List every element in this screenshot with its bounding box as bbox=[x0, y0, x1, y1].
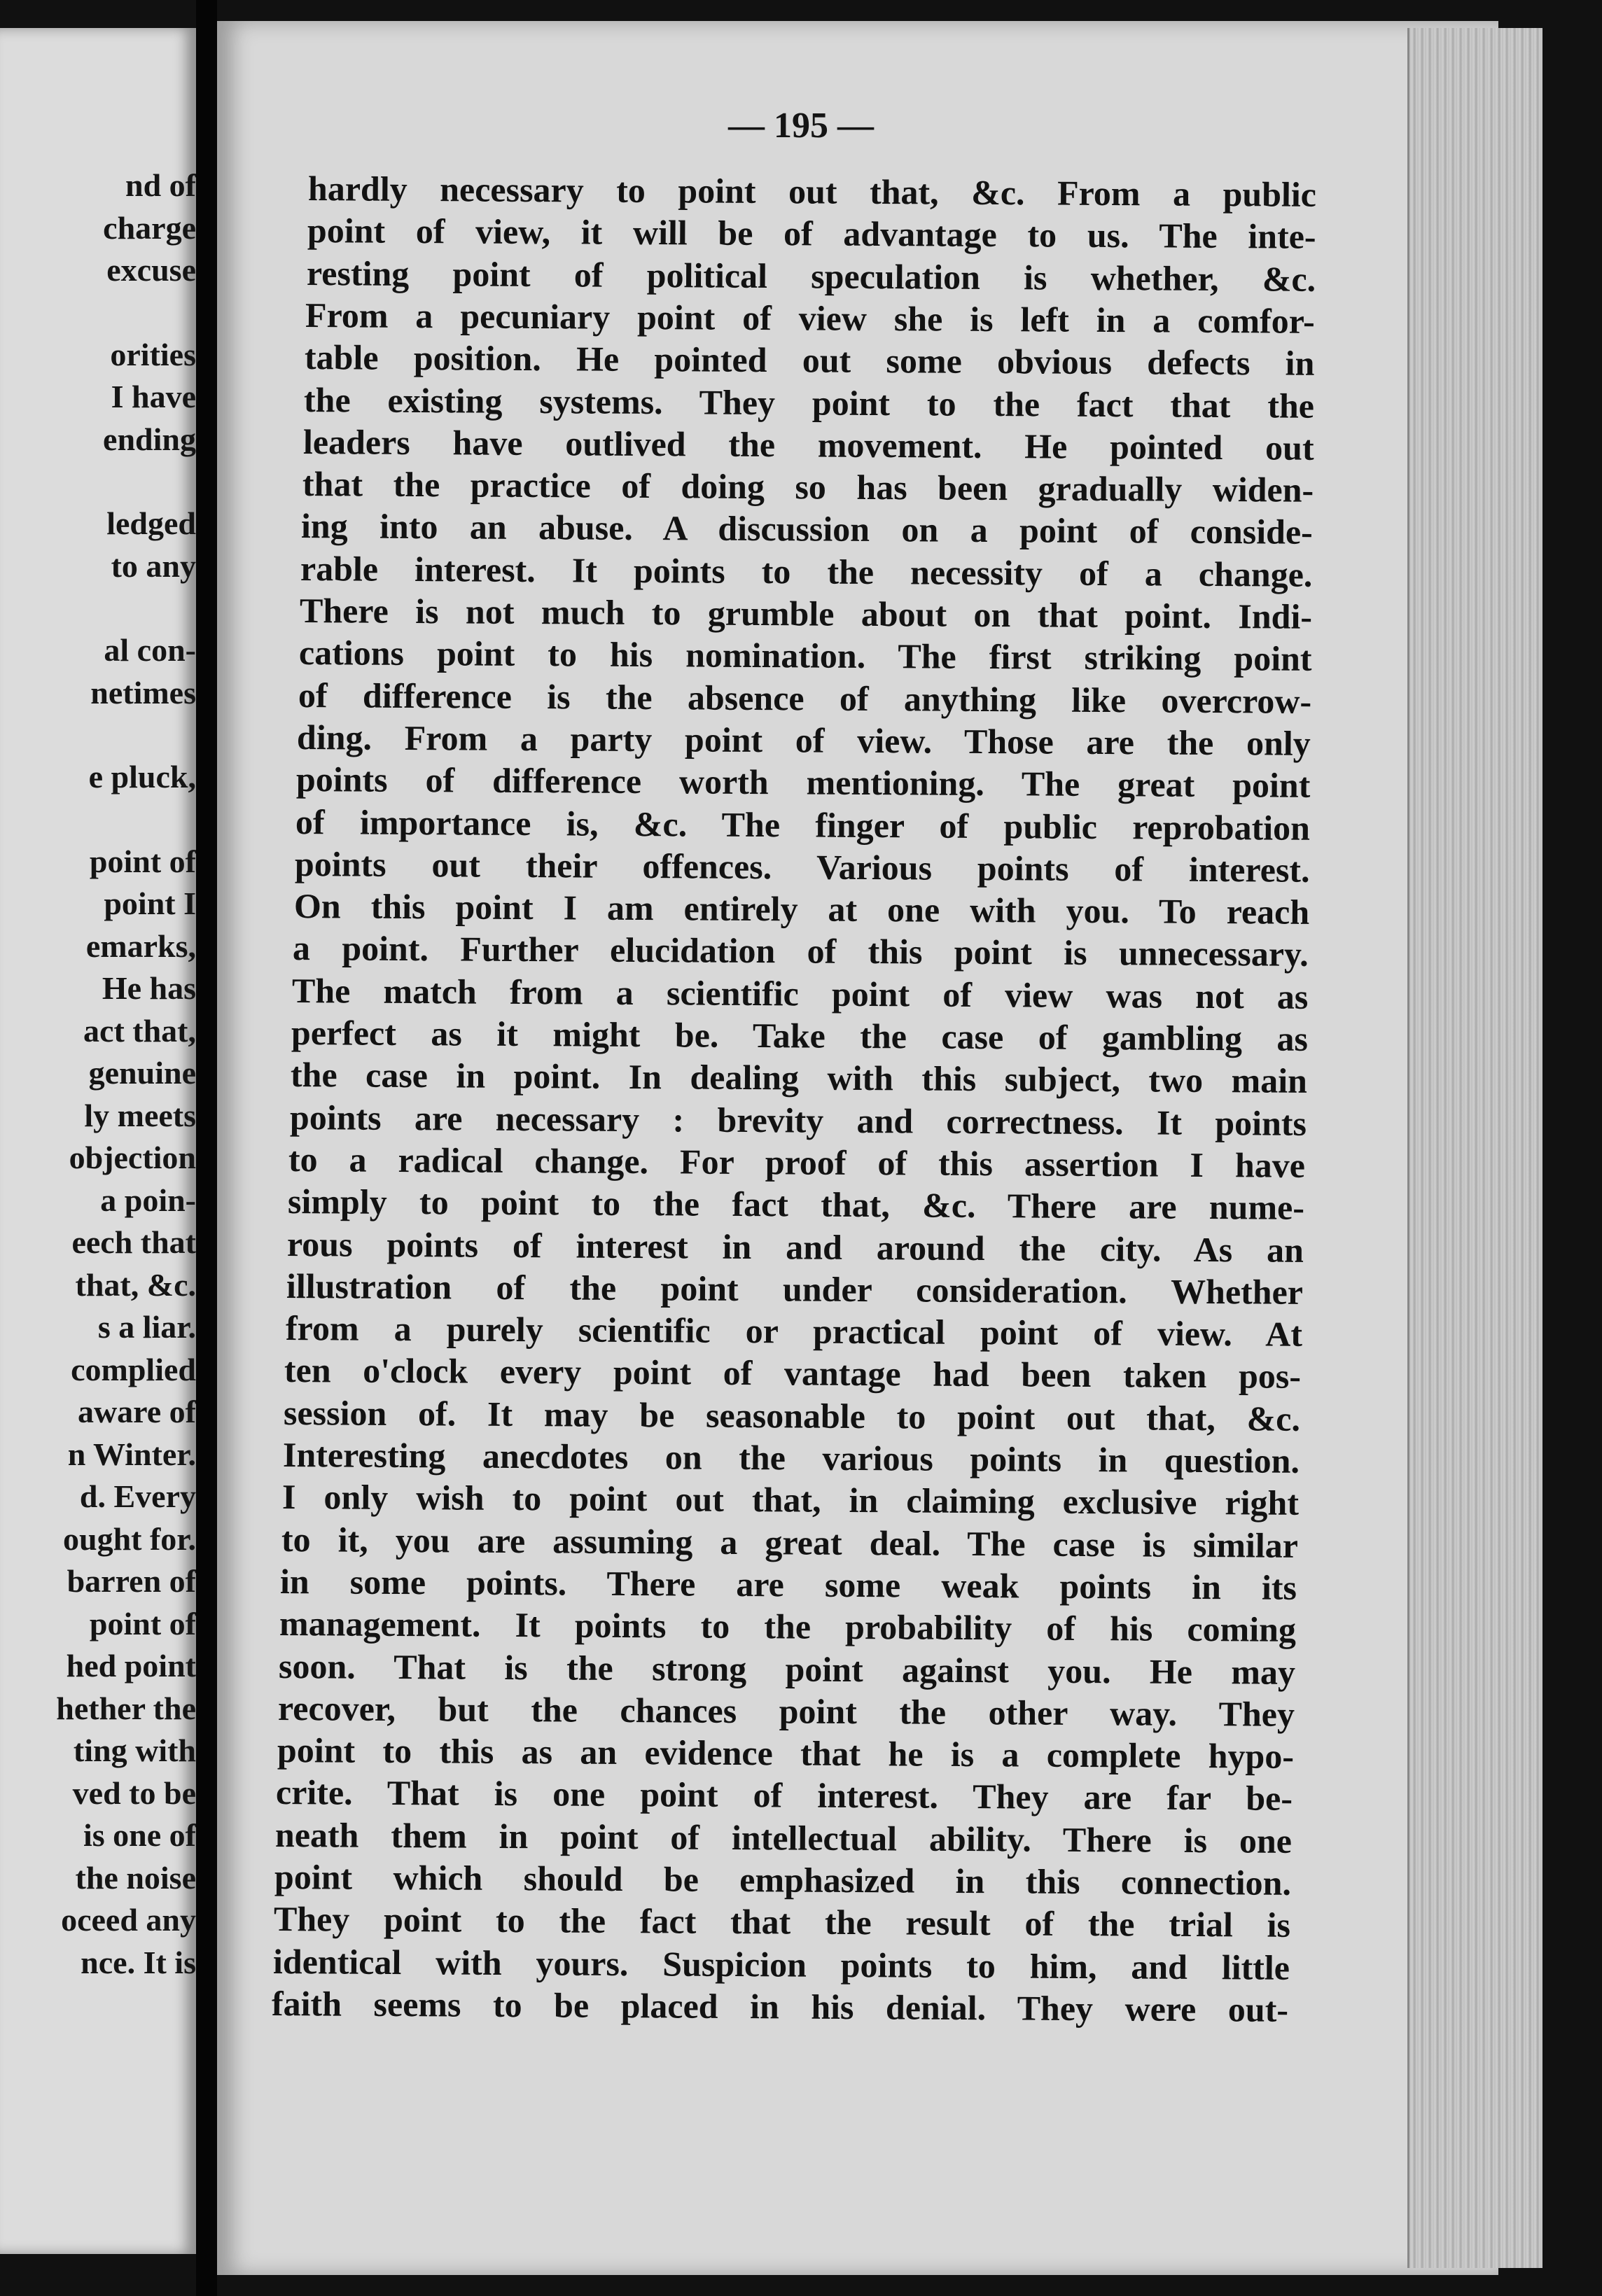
body-line: management. It points to the probability of his coming bbox=[279, 1604, 1297, 1650]
body-line: cations point to his nomination. The first striking point bbox=[298, 633, 1312, 679]
left-page-line: the noise bbox=[75, 1859, 196, 1896]
left-page-line: e pluck, bbox=[88, 759, 196, 794]
body-line: faith seems to be placed in his denial. They were out- bbox=[272, 1983, 1289, 2029]
left-page-line: hed point bbox=[66, 1648, 196, 1684]
body-line: of importance is, &c. The finger of public reprobation bbox=[295, 802, 1311, 848]
body-line: neath them in point of intellectual ability. There is one bbox=[275, 1814, 1293, 1861]
body-line: ten o'clock every point of vantage had been taken pos- bbox=[284, 1350, 1302, 1396]
left-page-line: charge bbox=[103, 209, 196, 246]
body-line: On this point I am entirely at one with you. To reach bbox=[293, 886, 1309, 932]
left-page-line: ting with bbox=[73, 1732, 196, 1768]
body-line: They point to the fact that the result of the trial is bbox=[273, 1899, 1290, 1945]
left-page-line: n Winter. bbox=[67, 1436, 196, 1472]
left-page-line: complied bbox=[71, 1351, 196, 1387]
left-page-line: ending bbox=[103, 421, 196, 457]
left-page-line: s a liar. bbox=[97, 1309, 196, 1345]
left-page-line: d. Every bbox=[79, 1478, 196, 1514]
body-line: simply to point to the fact that, &c. There are nume- bbox=[288, 1182, 1305, 1228]
body-line: ding. From a party point of view. Those are the only bbox=[297, 717, 1311, 763]
body-line: crite. That is one point of interest. They are far be- bbox=[276, 1772, 1293, 1819]
left-page-line: He has bbox=[102, 970, 196, 1006]
body-line: of difference is the absence of anything like overcrow- bbox=[298, 675, 1311, 721]
left-page-line: point of bbox=[89, 1605, 196, 1642]
left-page-line: genuine bbox=[88, 1055, 196, 1091]
page-edges bbox=[1407, 28, 1542, 2268]
left-page-line: emarks, bbox=[85, 927, 196, 964]
left-page-line: ledged bbox=[106, 505, 196, 541]
left-page-line: barren of bbox=[67, 1563, 196, 1599]
body-line: point to this as an evidence that he is a complete hypo- bbox=[277, 1730, 1294, 1776]
left-page-line: is one of bbox=[83, 1817, 196, 1853]
left-page-line: a poin- bbox=[100, 1182, 196, 1218]
body-line: identical with yours. Suspicion points to him, and little bbox=[272, 1941, 1290, 1987]
left-page-line: ved to be bbox=[72, 1774, 196, 1811]
left-page-line: excuse bbox=[106, 252, 196, 288]
body-line: point which should be emphasized in this connection. bbox=[274, 1857, 1292, 1903]
body-line: points are necessary : brevity and correctness. It points bbox=[289, 1097, 1307, 1143]
left-page-line: nce. It is bbox=[81, 1944, 196, 1980]
page-number: — 195 — bbox=[728, 106, 874, 146]
left-page-line: aware of bbox=[77, 1394, 196, 1429]
body-line: a point. Further elucidation of this point is unnecessary. bbox=[293, 928, 1309, 974]
body-line: leaders have outlived the movement. He pointed out bbox=[302, 421, 1314, 468]
body-line: From a pecuniary point of view she is left in a comfor- bbox=[305, 295, 1316, 341]
body-line: The match from a scientific point of view was not as bbox=[292, 970, 1309, 1016]
left-page-line: to any bbox=[111, 547, 196, 584]
body-line: hardly necessary to point out that, &c. From a public bbox=[307, 169, 1317, 214]
left-page-line: eech that bbox=[71, 1224, 196, 1260]
left-page-line: netimes bbox=[90, 674, 196, 710]
body-line: from a purely scientific or practical point of view. At bbox=[285, 1308, 1302, 1354]
left-page-line: nd of bbox=[125, 167, 196, 203]
body-line: ing into an abuse. A discussion on a point of conside- bbox=[301, 506, 1314, 552]
body-line: resting point of political speculation is whether, &c. bbox=[306, 253, 1316, 299]
body-line: that the practice of doing so has been gradually widen- bbox=[302, 464, 1314, 510]
body-line: session of. It may be seasonable to point out that, &c. bbox=[284, 1392, 1301, 1438]
body-line: illustration of the point under consideration. Whether bbox=[286, 1266, 1303, 1312]
body-line: perfect as it might be. Take the case of gambling as bbox=[291, 1013, 1309, 1058]
body-line: I only wish to point out that, in claiming exclusive right bbox=[281, 1477, 1299, 1523]
body-line: table position. He pointed out some obvious defects in bbox=[305, 337, 1315, 383]
body-line: to it, you are assuming a great deal. The case is similar bbox=[281, 1519, 1298, 1565]
left-page-fragment bbox=[0, 28, 196, 2254]
body-line: points of difference worth mentioning. The great point bbox=[296, 760, 1311, 806]
left-page-line: point I bbox=[104, 886, 196, 921]
body-line: point of view, it will be of advantage to us. The inte- bbox=[307, 211, 1316, 257]
left-page-line: objection bbox=[69, 1140, 196, 1175]
left-page-line: ly meets bbox=[84, 1097, 196, 1133]
left-page-line: oceed any bbox=[61, 1902, 196, 1938]
body-line: soon. That is the strong point against you. He may bbox=[278, 1646, 1296, 1692]
body-line: the case in point. In dealing with this subject, two main bbox=[290, 1055, 1307, 1101]
left-page-line: hether the bbox=[56, 1690, 196, 1726]
left-page-line: that, &c. bbox=[75, 1266, 196, 1303]
book-gutter bbox=[196, 0, 217, 2296]
body-line: There is not much to grumble about on that point. Indi- bbox=[299, 591, 1313, 636]
left-page-line: orities bbox=[110, 336, 196, 372]
body-line: the existing systems. They point to the fact that the bbox=[303, 379, 1315, 426]
left-page-line: act that, bbox=[83, 1012, 196, 1049]
body-line: to a radical change. For proof of this assertion I have bbox=[288, 1139, 1306, 1185]
left-page-line: al con- bbox=[104, 632, 196, 668]
body-line: recover, but the chances point the other way. They bbox=[277, 1688, 1295, 1734]
left-page-line: I have bbox=[111, 379, 196, 414]
left-page-line: ought for. bbox=[63, 1520, 196, 1557]
body-line: rous points of interest in and around the city. As an bbox=[286, 1224, 1304, 1270]
body-line: rable interest. It points to the necessity of a change. bbox=[300, 548, 1313, 594]
body-line: in some points. There are some weak points in its bbox=[280, 1561, 1297, 1607]
left-page-line: point of bbox=[89, 843, 196, 879]
body-line: points out their offences. Various points of interest. bbox=[294, 844, 1310, 890]
body-line: Interesting anecdotes on the various points in question. bbox=[282, 1435, 1300, 1480]
